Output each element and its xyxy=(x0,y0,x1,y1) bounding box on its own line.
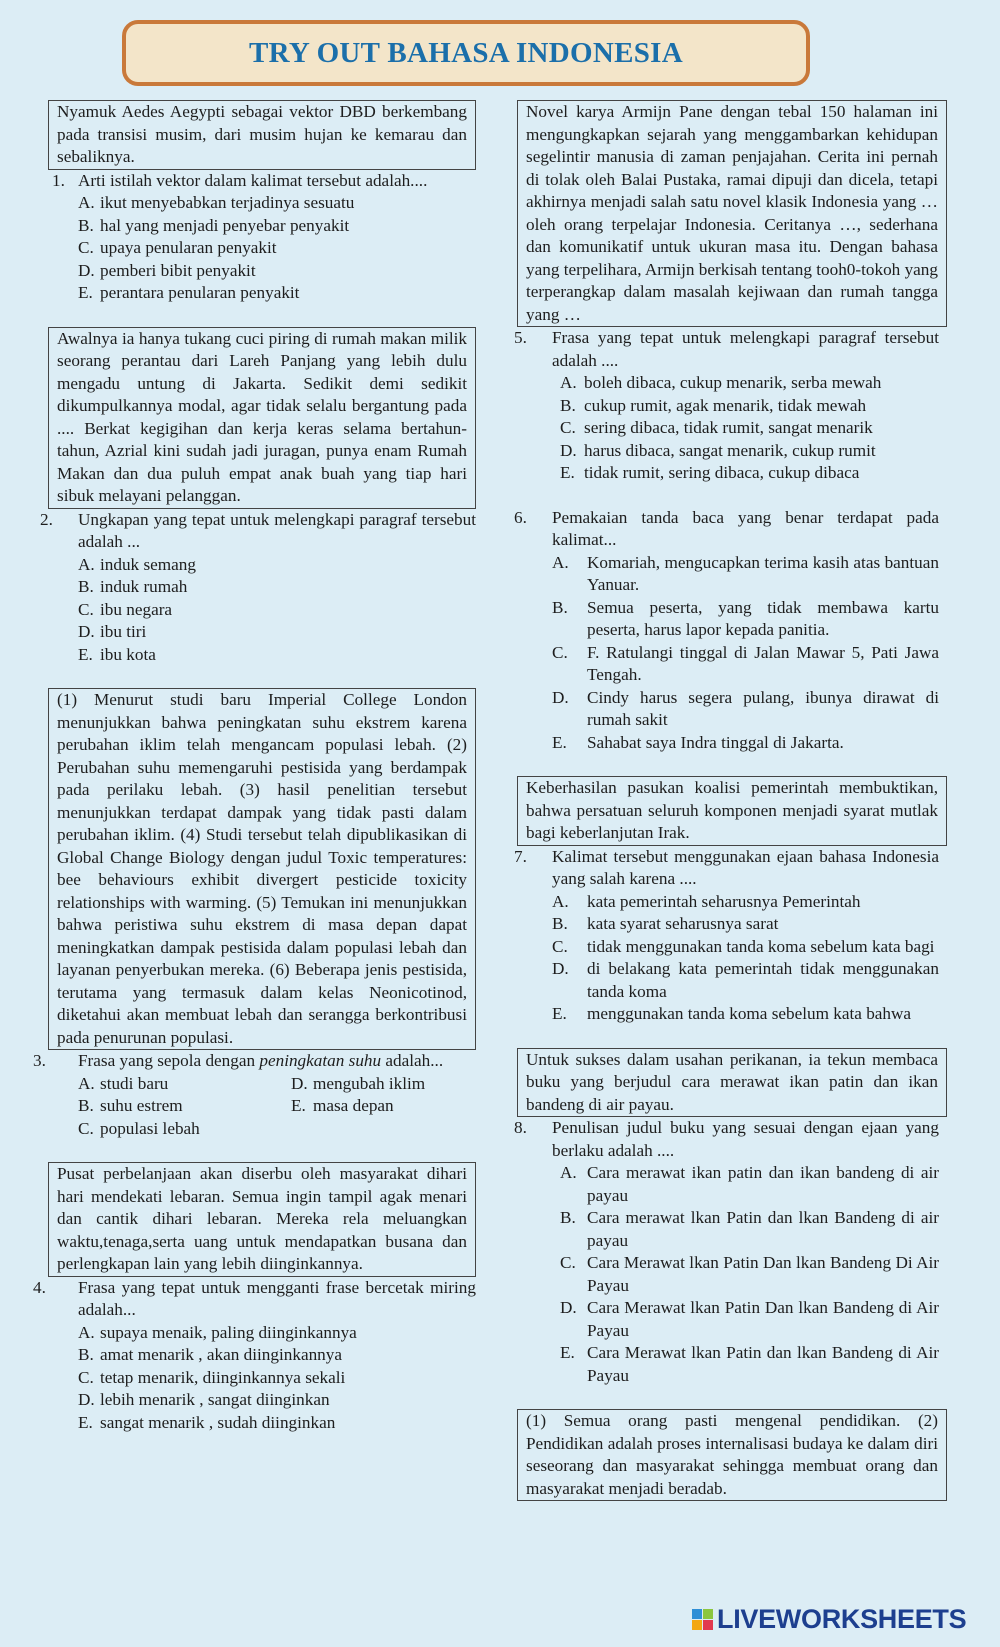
liveworksheets-logo-icon xyxy=(692,1609,713,1630)
left-column xyxy=(33,100,476,1434)
option-e[interactable]: E. perantara penularan penyakit xyxy=(78,283,300,302)
question-text: Frasa yang tepat untuk melengkapi paragraf tersebut adalah .... xyxy=(552,328,939,370)
options xyxy=(48,1322,476,1435)
option-c[interactable]: C. tidak menggunakan tanda koma sebelum kata bagi xyxy=(552,936,935,956)
options xyxy=(517,372,947,485)
option-c[interactable]: C. sering dibaca, tidak rumit, sangat menarik xyxy=(560,418,873,437)
question-text: Arti istilah vektor dalam kalimat tersebut adalah.... xyxy=(78,170,428,190)
option-d[interactable]: D. lebih menarik , sangat diinginkan xyxy=(78,1390,330,1409)
option-c[interactable]: C. F. Ratulangi tinggal di Jalan Mawar 5, Pati Jawa Tengah. xyxy=(552,642,939,684)
option-d[interactable]: D. Cara Merawat lkan Patin Dan lkan Bandeng di Air Payau xyxy=(560,1298,939,1340)
option-b[interactable]: B. Cara merawat lkan Patin dan lkan Bandeng di air payau xyxy=(560,1208,939,1250)
option-e[interactable]: E. sangat menarik , sudah diinginkan xyxy=(78,1412,336,1432)
question-8 xyxy=(514,1117,947,1387)
option-b[interactable]: B. Semua peserta, yang tidak membawa kartu peserta, harus lapor kepada panitia. xyxy=(552,597,939,639)
question-text: Kalimat tersebut menggunakan ejaan bahasa Indonesia yang salah karena .... xyxy=(552,846,939,888)
question-1 xyxy=(48,170,476,305)
question-number: 4. xyxy=(33,1277,46,1297)
options xyxy=(48,554,476,667)
option-b[interactable]: B. kata syarat seharusnya sarat xyxy=(552,914,779,933)
option-e[interactable]: E. Sahabat saya Indra tinggal di Jakarta. xyxy=(552,732,844,752)
question-number: 1. xyxy=(52,170,65,190)
page-title: TRY OUT BAHASA INDONESIA xyxy=(248,36,684,69)
question-3 xyxy=(33,1050,476,1140)
options xyxy=(517,552,947,755)
question-6 xyxy=(514,507,947,755)
logo-text: LIVEWORKSHEETS xyxy=(717,1604,967,1634)
right-column xyxy=(514,100,947,1501)
liveworksheets-logo[interactable] xyxy=(692,1604,966,1635)
option-c[interactable]: C. populasi lebah xyxy=(78,1118,200,1138)
question-text: Ungkapan yang tepat untuk melengkapi paragraf tersebut adalah ... xyxy=(78,509,476,551)
option-c[interactable]: C. upaya penularan penyakit xyxy=(78,238,277,257)
question-4 xyxy=(33,1277,476,1435)
options xyxy=(517,1162,947,1387)
option-e[interactable]: E. Cara Merawat lkan Patin dan lkan Bandeng di Air Payau xyxy=(560,1343,939,1385)
options xyxy=(48,1073,476,1141)
options xyxy=(48,192,476,305)
question-text: Penulisan judul buku yang sesuai dengan ejaan yang berlaku adalah .... xyxy=(552,1118,939,1160)
passage-5: Novel karya Armijn Pane dengan tebal 150 halaman ini mengungkapkan sejarah yang menggambarkan kehidupan segelintir manusia di zaman penjajahan. Cerita ini pernah di tolak oleh Balai Pustaka, ramai dipuji dan dicela, tetapi akhirnya menjadi salah satu novel klasik Indonesia yang … oleh orang terpelajar Indonesia. Ceritanya …, sederhana dan komunikatif untuk ukuran masa itu. Dengan bahasa yang terpelihara, Armijn berkisah tentang tooh0-tokoh yang terperangkap dalam masalah kejiwaan dan rumah tangga yang … xyxy=(517,100,947,327)
option-a[interactable]: A. Komariah, mengucapkan terima kasih atas bantuan Yanuar. xyxy=(552,552,939,594)
option-b[interactable]: B. suhu estrem xyxy=(78,1096,183,1115)
question-text: Frasa yang tepat untuk mengganti frase bercetak miring adalah... xyxy=(78,1277,476,1319)
option-a[interactable]: A. kata pemerintah seharusnya Pemerintah xyxy=(552,891,861,911)
passage-2: Awalnya ia hanya tukang cuci piring di rumah makan milik seorang perantau dari Lareh Panjang yang lebih dulu mengadu untung di Jakarta. Sedikit demi sedikit dikumpulkannya modal, agar tidak selalu bergantung pada .... Berkat kegigihan dan kerja keras selama bertahun-tahun, Azrial kini sudah jadi juragan, punya enam Rumah Makan dan dua puluh empat anak buah yang tiap hari sibuk melayani pelanggan. xyxy=(48,327,476,509)
option-b[interactable]: B. induk rumah xyxy=(78,577,188,596)
option-b[interactable]: B. amat menarik , akan diinginkannya xyxy=(78,1345,342,1364)
option-d[interactable]: D. pemberi bibit penyakit xyxy=(78,260,256,280)
option-a[interactable]: A. studi baru xyxy=(78,1073,169,1093)
passage-4: Pusat perbelanjaan akan diserbu oleh masyarakat dihari hari mendekati lebaran. Semua ingin tampil agak menari dan cantik dihari lebaran. Mereka rela meluangkan waktu,tenaga,serta uang untuk mendapatkan busana dan perlengkapan lain yang lebih diinginkannya. xyxy=(48,1162,476,1277)
option-d[interactable]: D. harus dibaca, sangat menarik, cukup rumit xyxy=(560,440,876,460)
option-a[interactable]: A. supaya menaik, paling diinginkannya xyxy=(78,1322,357,1342)
passage-1: Nyamuk Aedes Aegypti sebagai vektor DBD berkembang pada transisi musim, dari musim hujan ke kemarau dan sebaliknya. xyxy=(48,100,476,170)
option-d[interactable]: D. Cindy harus segera pulang, ibunya dirawat di rumah sakit xyxy=(552,687,939,729)
question-number: 8. xyxy=(514,1118,527,1137)
option-a[interactable]: A. ikut menyebabkan terjadinya sesuatu xyxy=(78,193,355,212)
option-d[interactable]: D. di belakang kata pemerintah tidak menggunakan tanda koma xyxy=(552,959,939,1001)
option-d[interactable]: D. mengubah iklim xyxy=(291,1073,426,1093)
option-c[interactable]: C. ibu negara xyxy=(78,599,173,619)
question-text: Frasa yang sepola dengan peningkatan suhu adalah... xyxy=(78,1051,444,1070)
option-b[interactable]: B. hal yang menjadi penyebar penyakit xyxy=(78,215,350,235)
option-e[interactable]: E. masa depan xyxy=(291,1096,394,1115)
passage-7: Keberhasilan pasukan koalisi pemerintah membuktikan, bahwa persatuan seluruh komponen menjadi syarat mutlak bagi keberlanjutan Irak. xyxy=(517,776,947,846)
question-5 xyxy=(514,327,947,485)
option-b[interactable]: B. cukup rumit, agak menarik, tidak mewah xyxy=(560,395,867,415)
question-2 xyxy=(40,509,476,667)
question-number: 7. xyxy=(514,846,527,866)
passage-3: (1) Menurut studi baru Imperial College London menunjukkan bahwa peningkatan suhu ekstrem karena perubahan iklim telah mengancam populasi lebah. (2) Perubahan suhu memengaruhi pestisida yang berdampak pada perilaku lebah. (3) hasil penelitian tersebut menunjukkan terdapat dampak yang tidak pasti dalam perubahan iklim. (4) Studi tersebut telah dipublikasikan di Global Change Biology dengan judul Toxic temperatures: bee behaviours exhibit divergert pesticide toxicity relationships with warming. (5) Temukan ini menunjukkan bahwa peristiwa suhu ekstrem di masa depan dapat meningkatkan dampak pestisida dalam populasi lebah dan layanan penyerbukan mereka. (6) Beberapa jenis pestisida, terutama yang termasuk dalam kelas Neonicotinod, diketahui akan membuat lebah dan serangga berkontribusi pada penurunan populasi. xyxy=(48,688,476,1050)
option-d[interactable]: D. ibu tiri xyxy=(78,622,147,641)
option-e[interactable]: E. menggunakan tanda koma sebelum kata bahwa xyxy=(552,1004,912,1023)
question-number: 5. xyxy=(514,328,527,347)
passage-9: (1) Semua orang pasti mengenal pendidikan. (2) Pendidikan adalah proses internalisasi budaya ke dalam diri seseorang dan masyarakat sehingga membuat orang dan masyarakat menjadi beradab. xyxy=(517,1409,947,1501)
title-banner xyxy=(122,20,810,86)
option-a[interactable]: A. induk semang xyxy=(78,554,196,574)
question-7 xyxy=(514,846,947,1026)
passage-8: Untuk sukses dalam usahan perikanan, ia tekun membaca buku yang berjudul cara merawat ikan patin dan ikan bandeng di air payau. xyxy=(517,1048,947,1118)
option-e[interactable]: E. ibu kota xyxy=(78,644,156,664)
question-number: 3. xyxy=(33,1051,46,1070)
option-c[interactable]: C. tetap menarik, diinginkannya sekali xyxy=(78,1367,346,1387)
option-a[interactable]: A. boleh dibaca, cukup menarik, serba mewah xyxy=(560,373,882,392)
question-text: Pemakaian tanda baca yang benar terdapat pada kalimat... xyxy=(552,507,939,549)
question-number: 6. xyxy=(514,507,527,527)
options xyxy=(517,891,947,1026)
option-a[interactable]: A. Cara merawat ikan patin dan ikan bandeng di air payau xyxy=(560,1163,939,1205)
option-c[interactable]: C. Cara Merawat lkan Patin Dan lkan Bandeng Di Air Payau xyxy=(560,1253,939,1295)
question-number: 2. xyxy=(40,509,53,529)
option-e[interactable]: E. tidak rumit, sering dibaca, cukup dibaca xyxy=(560,463,860,482)
